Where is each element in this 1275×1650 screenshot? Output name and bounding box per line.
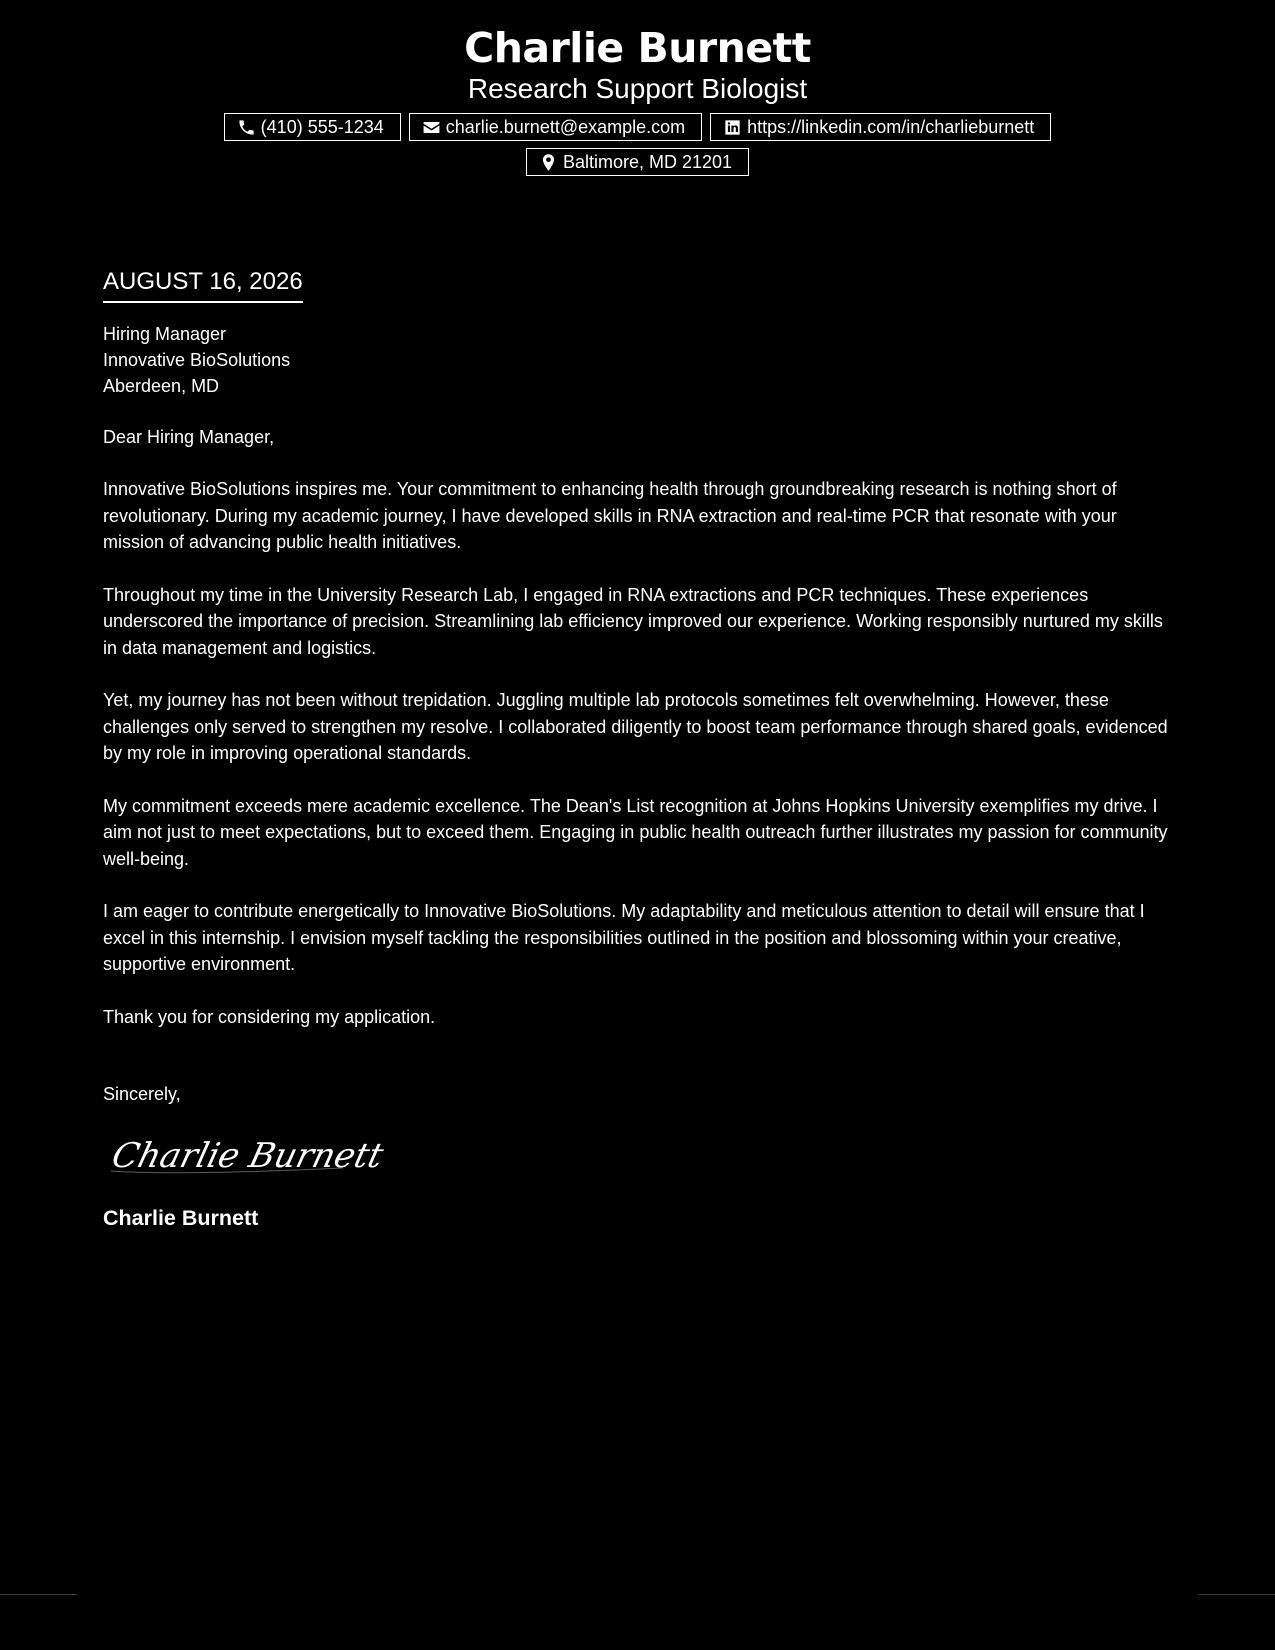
greeting: Dear Hiring Manager,: [103, 427, 275, 447]
envelope-icon: [422, 118, 441, 137]
phone-text: (410) 555-1234: [260, 117, 384, 137]
applicant-title: Research Support Biologist: [467, 73, 808, 104]
letter-header: [0, 22, 1275, 176]
body-paragraph: Innovative BioSolutions inspires me. Your commitment to enhancing health through groundbreaking research is nothing short of revolutionary. During my academic journey, I have developed skills in RNA extraction and real-time PCR that resonate with your mission of advancing public health initiatives.: [103, 479, 1117, 552]
signature-image: [107, 1131, 388, 1181]
linkedin-text: https://linkedin.com/in/charlieburnett: [747, 117, 1035, 137]
footer-rule-left: [0, 1594, 77, 1595]
signature-text: Charlie Burnett: [107, 1136, 388, 1176]
recipient-line: Innovative BioSolutions: [103, 350, 291, 370]
phone-chip[interactable]: [224, 113, 401, 141]
email-text: charlie.burnett@example.com: [445, 117, 686, 137]
recipient-block: [103, 321, 1178, 399]
location-chip[interactable]: [526, 148, 749, 176]
contact-row: [0, 113, 1275, 141]
email-chip[interactable]: [409, 113, 702, 141]
location-text: Baltimore, MD 21201: [562, 152, 733, 172]
closing: Sincerely,: [103, 1084, 181, 1104]
signed-name: Charlie Burnett: [103, 1206, 259, 1230]
recipient-line: Hiring Manager: [103, 324, 227, 344]
contact-row-location: [0, 148, 1275, 176]
body-paragraph: Yet, my journey has not been without trepidation. Juggling multiple lab protocols sometimes felt overwhelming. However, these challenges only served to strengthen my resolve. I collaborated diligently to boost team performance through shared goals, evidenced by my role in improving operational standards.: [103, 690, 1168, 763]
footer-rule-right: [1198, 1594, 1275, 1595]
letter-body: [103, 265, 1178, 1232]
recipient-line: Aberdeen, MD: [103, 376, 220, 396]
map-pin-icon: [539, 153, 558, 172]
body-paragraph: I am eager to contribute energetically to Innovative BioSolutions. My adaptability and meticulous attention to detail will ensure that I excel in this internship. I envision myself tackling the responsibilities outlined in the position and blossoming within your creative, supportive environment.: [103, 901, 1145, 974]
applicant-name: Charlie Burnett: [464, 24, 811, 72]
body-paragraph: Throughout my time in the University Research Lab, I engaged in RNA extractions and PCR techniques. These experiences underscored the importance of precision. Streamlining lab efficiency improved our experience. Working responsibly nurtured my skills in data management and logistics.: [103, 584, 1163, 658]
linkedin-icon: [723, 118, 742, 137]
phone-icon: [237, 118, 256, 137]
linkedin-chip[interactable]: [710, 113, 1051, 141]
handwritten-signature: [107, 1131, 1178, 1186]
body-paragraph: My commitment exceeds mere academic excellence. The Dean's List recognition at Johns Hopkins University exemplifies my drive. I aim not just to meet expectations, but to exceed them. Engaging in public health outreach further illustrates my passion for community well-being.: [103, 795, 1168, 869]
letter-date: AUGUST 16, 2026: [103, 265, 303, 303]
body-paragraph: Thank you for considering my application.: [103, 1006, 436, 1027]
